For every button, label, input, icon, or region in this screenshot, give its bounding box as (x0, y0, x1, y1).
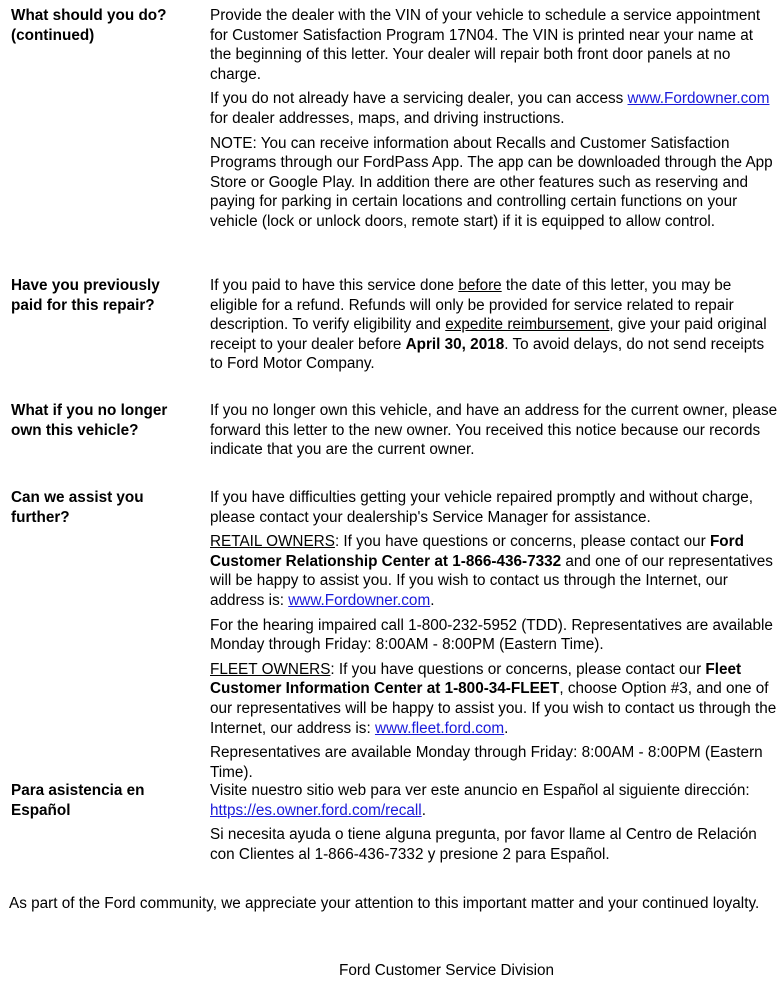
answer-previously-paid (210, 276, 778, 374)
answer-what-should-you-do (210, 6, 778, 232)
refund-deadline: April 30, 2018 (405, 335, 505, 353)
signature: Ford Customer Service Division (339, 962, 555, 979)
fleet-ford-link[interactable]: www.fleet.ford.com (374, 719, 505, 737)
paragraph-difficulties: If you have difficulties getting your vehicle repaired promptly and without charge, please contact your dealership's Service Manager for assistance. (210, 489, 754, 526)
fordowner-link-retail[interactable]: www.Fordowner.com (288, 591, 431, 609)
spanish-recall-link[interactable]: https://es.owner.ford.com/recall (210, 801, 422, 819)
fleet-center-phone: Fleet Customer Information Center at 1-800-34-FLEET (210, 660, 742, 698)
ford-crc-phone: Ford Customer Relationship Center at 1-866-436-7332 (210, 533, 744, 570)
heading-previously-paid: Have you previously paid for this repair? (11, 277, 160, 314)
paragraph-fordpass-note: NOTE: You can receive information about Recalls and Customer Satisfaction Programs through our FordPass App. The app can be downloaded through the App Store or Google Play. In addition there are other features such as reserving and paying for parking in certain locations and controlling certain functions on your vehicle (lock or unlock doors, remote start) if it is equipped to allow control. (210, 134, 773, 230)
paragraph-retail-owners: RETAIL OWNERS: If you have questions or concerns, please contact our Ford Customer Relationship Center at 1-866-436-7332 and one of our representatives will be happy to assist you. If you wish to contact us through the Internet, our address is: www.Fordowner.com. (210, 533, 773, 609)
paragraph-spanish-phone: Si necesita ayuda o tiene alguna pregunta, por favor llame al Centro de Relación con Clientes al 1-866-436-7332 y presione 2 para Español. (210, 826, 757, 863)
paragraph-servicing-dealer: If you do not already have a servicing dealer, you can access www.Fordowner.com for dealer addresses, maps, and driving instructions. (210, 90, 770, 127)
heading-no-longer-own: What if you no longer own this vehicle? (11, 402, 168, 439)
paragraph-fleet-owners: FLEET OWNERS: If you have questions or concerns, please contact our Fleet Customer Information Center at 1-800-34-FLEET, choose Option #3, and one of our representatives will be happy to assist you. If you wish to contact us through the Internet, our address is: www.fleet.ford.com. (210, 660, 777, 737)
paragraph-hearing-impaired: For the hearing impaired call 1-800-232-5952 (TDD). Representatives are available Monday through Friday: 8:00AM - 8:00PM (Eastern Time). (210, 616, 773, 654)
answer-assist (210, 488, 778, 782)
fordowner-link[interactable]: www.Fordowner.com (627, 90, 770, 108)
paragraph-spanish-website: Visite nuestro sitio web para ver este anuncio en Español al siguiente dirección: https://es.owner.ford.com/recall. (210, 782, 750, 819)
answer-spanish (210, 781, 778, 864)
closing-paragraph: As part of the Ford community, we appreciate your attention to this important matter and your continued loyalty. (9, 895, 760, 912)
heading-spanish: Para asistencia en Español (11, 782, 145, 819)
paragraph-forward-letter: If you no longer own this vehicle, and have an address for the current owner, please forward this letter to the new owner. You received this notice because our records indicate that you are the current owner. (210, 402, 778, 459)
heading-assist: Can we assist you further? (11, 489, 144, 526)
paragraph-fleet-hours: Representatives are available Monday through Friday: 8:00AM - 8:00PM (Eastern Time). (210, 744, 763, 781)
paragraph-provide-vin: Provide the dealer with the VIN of your vehicle to schedule a service appointment for Customer Satisfaction Program 17N04. The VIN is printed near your name at the beginning of this letter. Your dealer will repair both front door panels at no charge. (210, 7, 761, 83)
paragraph-refund: If you paid to have this service done before the date of this letter, you may be eligible for a refund. Refunds will only be provided for service related to repair description. To verify eligibility and expedite reimbursement, give your paid original receipt to your dealer before April 30, 2018. To avoid delays, do not send receipts to Ford Motor Company. (210, 277, 767, 373)
answer-no-longer-own (210, 401, 778, 460)
heading-what-should-you-do: What should you do? (continued) (11, 7, 167, 44)
